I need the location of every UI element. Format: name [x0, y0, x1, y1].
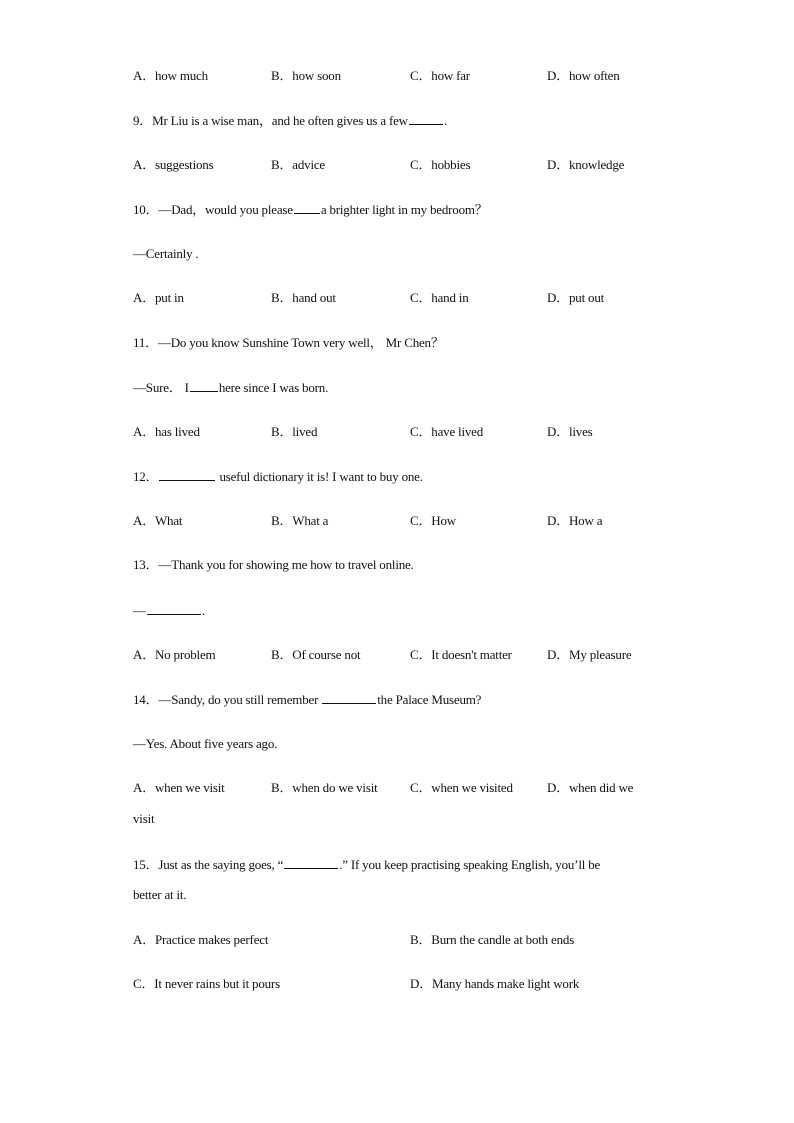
q12-option-a[interactable]: A．What	[133, 513, 183, 528]
q10-option-c[interactable]: C．hand in	[410, 290, 469, 305]
q12-option-c[interactable]: C．How	[410, 513, 456, 528]
q15-stem-text: 15．Just as the saying goes, “	[133, 857, 284, 872]
q12-stem-end: useful dictionary it is! I want to buy one.	[216, 469, 423, 484]
q13-reply	[133, 600, 694, 620]
q11-options-row	[133, 422, 694, 442]
q15-stem-continued: better at it.	[133, 887, 187, 902]
q9-option-a[interactable]: A．suggestions	[133, 157, 214, 172]
q12-stem	[133, 466, 694, 486]
q9-option-d[interactable]: D．knowledge	[547, 157, 625, 172]
q8-option-a[interactable]: A．how much	[133, 68, 208, 83]
q11-option-b[interactable]: B．lived	[271, 424, 318, 439]
q13-reply-end: .	[201, 603, 205, 618]
q14-option-a[interactable]: A．when we visit	[133, 780, 225, 795]
q13-reply-dash: —	[133, 603, 146, 618]
q10-stem	[133, 199, 694, 219]
q8-option-c[interactable]: C．how far	[410, 68, 470, 83]
q10-option-d[interactable]: D．put out	[547, 290, 605, 305]
q11-reply-text: —Sure． I	[133, 380, 189, 395]
q12-stem-number: 12．	[133, 469, 159, 484]
q12-answer-blank	[159, 466, 215, 481]
q14-stem-end: the Palace Museum?	[377, 692, 482, 707]
q15-option-d[interactable]: D．Many hands make light work	[410, 976, 580, 991]
q10-stem-end: a brighter light in my bedroom？	[320, 202, 488, 217]
q9-stem-text: 9．Mr Liu is a wise man，and he often gives us a few	[133, 113, 408, 128]
q13-option-c[interactable]: C．It doesn't matter	[410, 647, 512, 662]
q10-answer-blank	[294, 199, 320, 214]
q15-option-a[interactable]: A．Practice makes perfect	[133, 932, 269, 947]
q15-option-c[interactable]: C．It never rains but it pours	[133, 976, 280, 991]
q15-options-row-2	[133, 974, 694, 994]
q10-option-a[interactable]: A．put in	[133, 290, 184, 305]
q14-stem	[133, 689, 694, 709]
q11-option-d[interactable]: D．lives	[547, 424, 593, 439]
q15-option-b[interactable]: B．Burn the candle at both ends	[410, 932, 575, 947]
q9-answer-blank	[409, 110, 443, 125]
q15-answer-blank	[284, 854, 338, 869]
q8-option-d[interactable]: D．how often	[547, 68, 620, 83]
q12-option-d[interactable]: D．How a	[547, 513, 603, 528]
q11-option-c[interactable]: C．have lived	[410, 424, 484, 439]
q14-option-b[interactable]: B．when do we visit	[271, 780, 378, 795]
q12-options-row	[133, 511, 694, 531]
q11-option-a[interactable]: A．has lived	[133, 424, 200, 439]
q14-option-d[interactable]: D．when did we	[547, 780, 634, 795]
q9-stem	[133, 110, 694, 130]
q13-option-b[interactable]: B．Of course not	[271, 647, 361, 662]
q14-option-d-wrap: visit	[133, 811, 155, 826]
q8-option-b[interactable]: B．how soon	[271, 68, 341, 83]
q9-option-b[interactable]: B．advice	[271, 157, 325, 172]
q15-stem	[133, 854, 694, 874]
q13-option-a[interactable]: A．No problem	[133, 647, 216, 662]
q11-reply	[133, 377, 694, 397]
q10-option-b[interactable]: B．hand out	[271, 290, 336, 305]
q9-stem-end: .	[443, 113, 447, 128]
q9-options-row	[133, 155, 694, 175]
q13-answer-blank	[147, 600, 201, 615]
q12-option-b[interactable]: B．What a	[271, 513, 329, 528]
q14-option-c[interactable]: C．when we visited	[410, 780, 513, 795]
q10-stem-text: 10．—Dad，would you please	[133, 202, 293, 217]
q14-options-row	[133, 778, 694, 798]
q9-option-c[interactable]: C．hobbies	[410, 157, 471, 172]
q13-option-d[interactable]: D．My pleasure	[547, 647, 632, 662]
q15-stem-end: .” If you keep practising speaking English, you’ll be	[339, 857, 601, 872]
q13-options-row	[133, 645, 694, 665]
q8-options-row	[133, 66, 694, 86]
q11-stem: 11．—Do you know Sunshine Town very well， Mr Chen？	[133, 335, 444, 350]
q10-reply: —Certainly .	[133, 246, 199, 261]
q10-options-row	[133, 288, 694, 308]
q14-reply: —Yes. About five years ago.	[133, 736, 278, 751]
q13-stem: 13．—Thank you for showing me how to travel online.	[133, 557, 414, 572]
q14-answer-blank	[322, 689, 376, 704]
q11-reply-end: here since I was born.	[218, 380, 329, 395]
q15-options-row-1	[133, 930, 694, 950]
q14-stem-text: 14．—Sandy, do you still remember	[133, 692, 322, 707]
q11-answer-blank	[190, 377, 218, 392]
